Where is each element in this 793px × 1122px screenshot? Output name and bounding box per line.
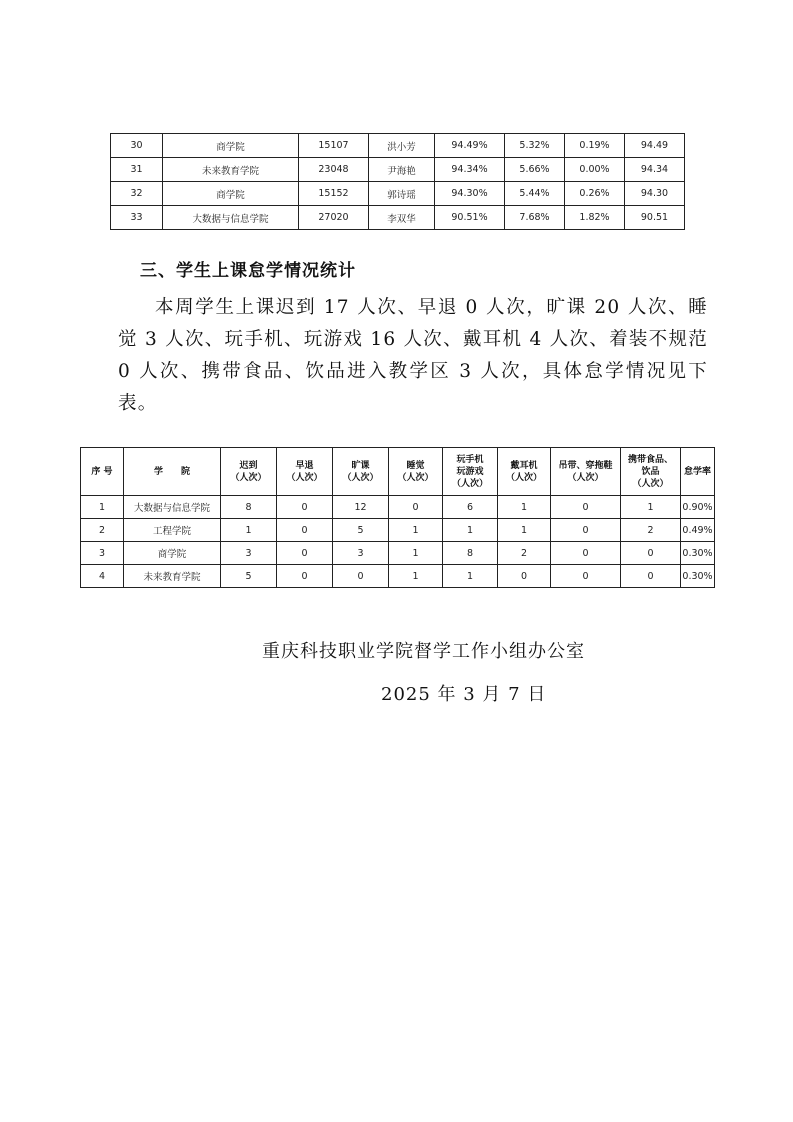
column-header: 携带食品、 饮品 （人次） — [621, 448, 681, 496]
table-row — [111, 182, 685, 206]
summary-paragraph: 本周学生上课迟到 17 人次、早退 0 人次，旷课 20 人次、睡觉 3 人次、玩手机、玩游戏 16 人次、戴耳机 4 人次、着装不规范 0 人次、携带食品、饮品进入教学区 3 人次，具体怠学情况见下表。 — [118, 297, 708, 414]
table-cell: 商学院 — [163, 134, 299, 158]
table-cell: 1 — [621, 496, 681, 519]
table-cell: 0 — [333, 565, 389, 588]
table-cell: 0.90% — [681, 496, 715, 519]
table-cell: 94.34 — [625, 158, 685, 182]
table-cell: 4 — [81, 565, 124, 588]
column-header: 早退 （人次） — [277, 448, 333, 496]
table-cell: 30 — [111, 134, 163, 158]
table-cell: 8 — [221, 496, 277, 519]
table-row — [81, 542, 715, 565]
table-cell: 1 — [498, 519, 551, 542]
table-cell: 3 — [221, 542, 277, 565]
table-cell: 1 — [389, 542, 443, 565]
column-header: 玩手机 玩游戏 （人次） — [443, 448, 498, 496]
table-cell: 5.44% — [505, 182, 565, 206]
table-cell: 0 — [621, 565, 681, 588]
table-cell: 0 — [551, 496, 621, 519]
table-cell: 3 — [81, 542, 124, 565]
student-ranking-body — [111, 134, 685, 230]
table-row — [111, 134, 685, 158]
table-cell: 12 — [333, 496, 389, 519]
table-cell: 未来教育学院 — [124, 565, 221, 588]
table-cell: 27020 — [299, 206, 369, 230]
table-cell: 5.66% — [505, 158, 565, 182]
table-cell: 0 — [551, 565, 621, 588]
table-cell: 0 — [498, 565, 551, 588]
table-cell: 0 — [389, 496, 443, 519]
table-cell: 0.30% — [681, 542, 715, 565]
table-cell: 1 — [221, 519, 277, 542]
table-cell: 工程学院 — [124, 519, 221, 542]
table-cell: 0.49% — [681, 519, 715, 542]
table-cell: 15152 — [299, 182, 369, 206]
table-cell: 2 — [498, 542, 551, 565]
student-ranking-table — [110, 133, 685, 230]
table-cell: 1 — [81, 496, 124, 519]
table-cell: 1 — [389, 519, 443, 542]
class-misconduct-body — [81, 496, 715, 588]
column-header: 序 号 — [81, 448, 124, 496]
table-cell: 0 — [277, 542, 333, 565]
column-header: 睡觉 （人次） — [389, 448, 443, 496]
issuing-office: 重庆科技职业学院督学工作小组办公室 — [262, 641, 585, 662]
table-cell: 大数据与信息学院 — [163, 206, 299, 230]
table-cell: 商学院 — [163, 182, 299, 206]
table-cell: 0 — [277, 496, 333, 519]
table-row — [111, 206, 685, 230]
table-cell: 大数据与信息学院 — [124, 496, 221, 519]
table-cell: 5 — [221, 565, 277, 588]
column-header: 迟到 （人次） — [221, 448, 277, 496]
table-cell: 洪小芳 — [369, 134, 435, 158]
table-row — [81, 496, 715, 519]
column-header: 戴耳机 （人次） — [498, 448, 551, 496]
table-cell: 1 — [443, 565, 498, 588]
table-cell: 0.26% — [565, 182, 625, 206]
table-cell: 0.30% — [681, 565, 715, 588]
table-cell: 1 — [498, 496, 551, 519]
table-cell: 32 — [111, 182, 163, 206]
table-cell: 1 — [389, 565, 443, 588]
column-header: 吊带、穿拖鞋 （人次） — [551, 448, 621, 496]
table-header-row — [81, 448, 715, 496]
table-cell: 1 — [443, 519, 498, 542]
table-row — [81, 519, 715, 542]
table-cell: 5 — [333, 519, 389, 542]
table-cell: 郭诗瑶 — [369, 182, 435, 206]
table-cell: 1.82% — [565, 206, 625, 230]
table-cell: 未来教育学院 — [163, 158, 299, 182]
table-cell: 0 — [551, 519, 621, 542]
table-cell: 33 — [111, 206, 163, 230]
column-header: 怠学率 — [681, 448, 715, 496]
table-cell: 94.49% — [435, 134, 505, 158]
table-cell: 94.30% — [435, 182, 505, 206]
table-cell: 0.00% — [565, 158, 625, 182]
class-misconduct-table — [80, 447, 715, 588]
table-cell: 0.19% — [565, 134, 625, 158]
column-header: 学 院 — [124, 448, 221, 496]
table-cell: 6 — [443, 496, 498, 519]
table-cell: 15107 — [299, 134, 369, 158]
table-row — [81, 565, 715, 588]
table-cell: 5.32% — [505, 134, 565, 158]
table-cell: 31 — [111, 158, 163, 182]
table-cell: 90.51 — [625, 206, 685, 230]
table-cell: 0 — [277, 519, 333, 542]
table-cell: 8 — [443, 542, 498, 565]
table-cell: 94.30 — [625, 182, 685, 206]
table-cell: 2 — [621, 519, 681, 542]
table-cell: 7.68% — [505, 206, 565, 230]
table-cell: 商学院 — [124, 542, 221, 565]
table-cell: 23048 — [299, 158, 369, 182]
table-row — [111, 158, 685, 182]
table-cell: 90.51% — [435, 206, 505, 230]
table-cell: 0 — [621, 542, 681, 565]
table-cell: 94.49 — [625, 134, 685, 158]
issue-date: 2025 年 3 月 7 日 — [381, 684, 547, 705]
table-cell: 3 — [333, 542, 389, 565]
table-cell: 94.34% — [435, 158, 505, 182]
table-cell: 2 — [81, 519, 124, 542]
table-cell: 尹海艳 — [369, 158, 435, 182]
table-cell: 李双华 — [369, 206, 435, 230]
column-header: 旷课 （人次） — [333, 448, 389, 496]
section-heading: 三、学生上课怠学情况统计 — [140, 261, 356, 281]
table-cell: 0 — [551, 542, 621, 565]
table-cell: 0 — [277, 565, 333, 588]
